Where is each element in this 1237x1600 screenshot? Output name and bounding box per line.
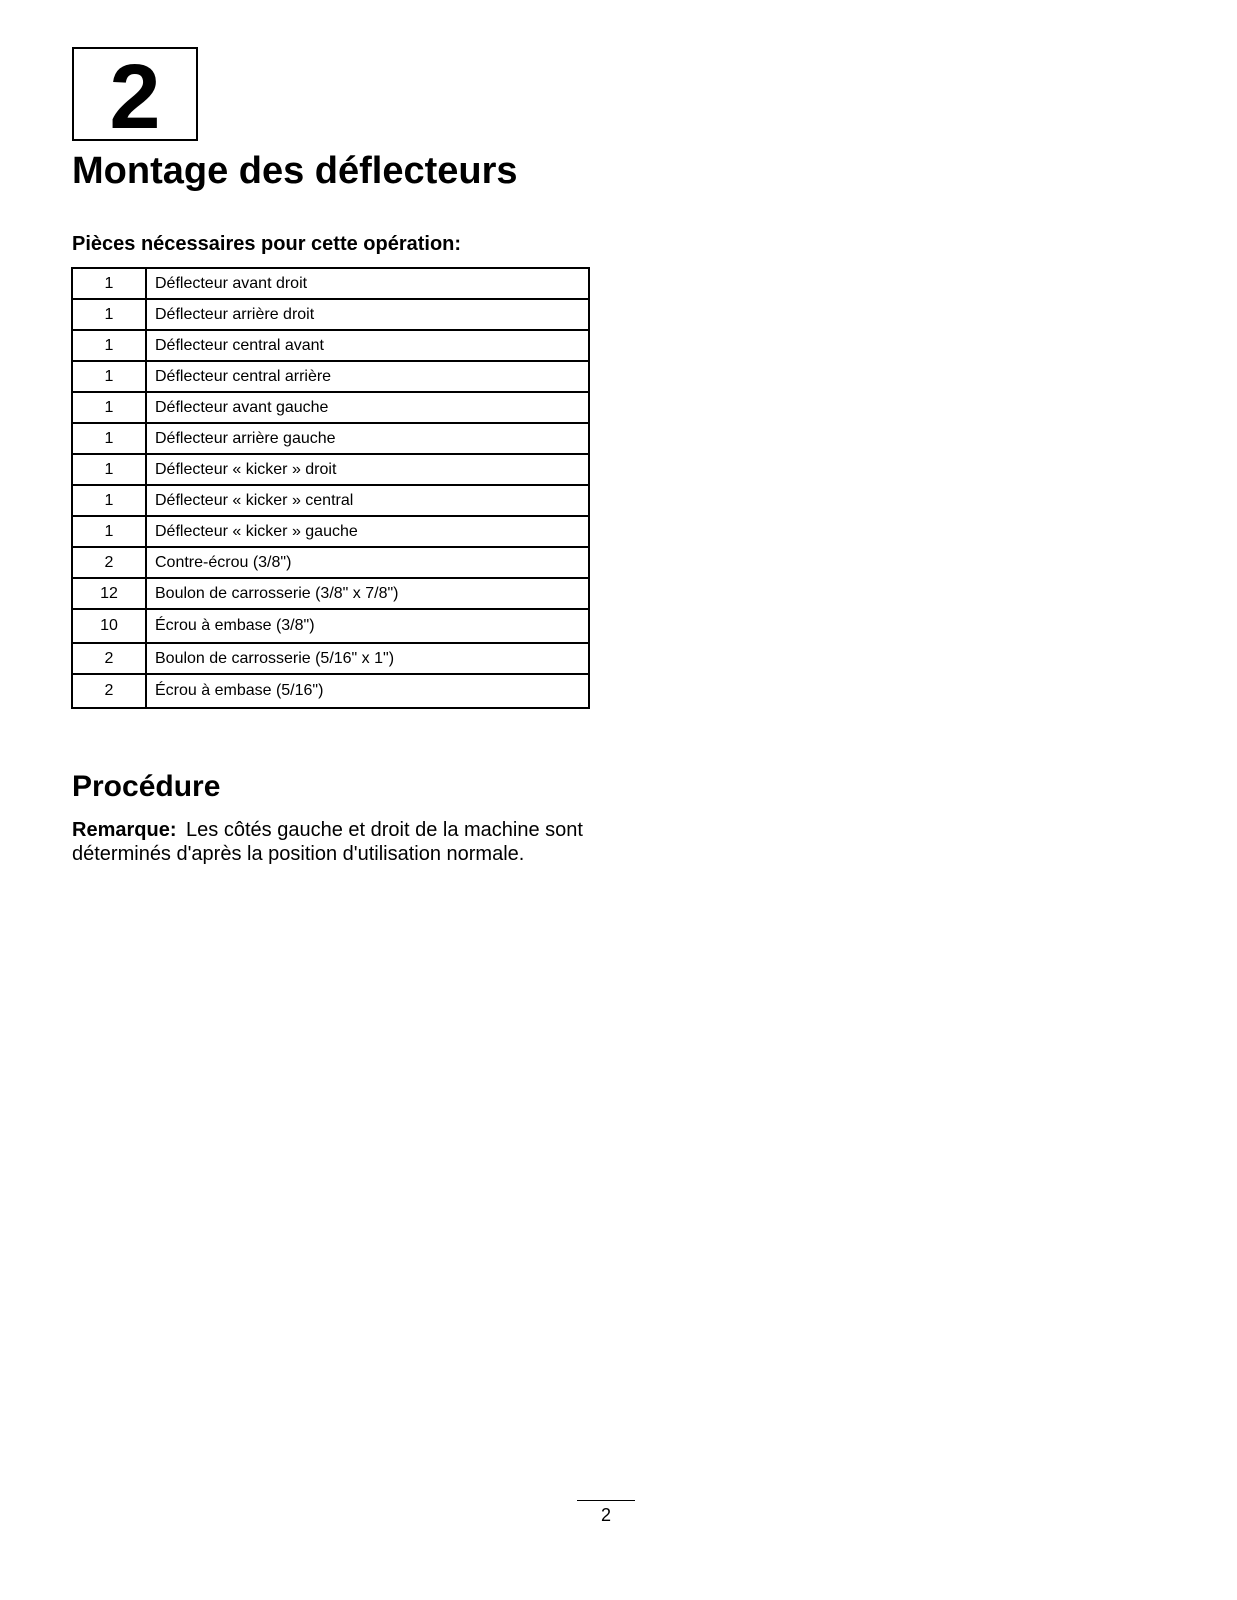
table-row [72, 674, 589, 708]
table-row [72, 454, 589, 485]
table-row [72, 609, 589, 643]
part-description: Écrou à embase (5/16") [146, 674, 589, 708]
part-description: Déflecteur central avant [146, 330, 589, 361]
part-description: Contre-écrou (3/8") [146, 547, 589, 578]
part-quantity: 12 [72, 578, 146, 609]
part-description: Déflecteur « kicker » gauche [146, 516, 589, 547]
table-row [72, 578, 589, 609]
procedure-heading: Procédure [72, 770, 221, 803]
part-quantity: 1 [72, 361, 146, 392]
part-quantity: 1 [72, 454, 146, 485]
table-row [72, 516, 589, 547]
table-row [72, 330, 589, 361]
part-description: Boulon de carrosserie (5/16" x 1") [146, 643, 589, 674]
table-row [72, 485, 589, 516]
part-description: Déflecteur avant gauche [146, 392, 589, 423]
parts-table [71, 267, 590, 709]
footer-divider [577, 1500, 635, 1501]
table-row [72, 643, 589, 674]
part-quantity: 2 [72, 674, 146, 708]
part-quantity: 1 [72, 516, 146, 547]
step-number-box [72, 46, 198, 148]
part-description: Déflecteur « kicker » central [146, 485, 589, 516]
part-quantity: 1 [72, 268, 146, 299]
table-row [72, 299, 589, 330]
procedure-note [72, 818, 602, 866]
table-row [72, 361, 589, 392]
part-description: Boulon de carrosserie (3/8" x 7/8") [146, 578, 589, 609]
part-description: Écrou à embase (3/8") [146, 609, 589, 643]
part-quantity: 1 [72, 392, 146, 423]
part-description: Déflecteur arrière gauche [146, 423, 589, 454]
table-row [72, 268, 589, 299]
part-quantity: 1 [72, 485, 146, 516]
part-description: Déflecteur central arrière [146, 361, 589, 392]
table-row [72, 392, 589, 423]
parts-heading: Pièces nécessaires pour cette opération: [72, 233, 462, 255]
note-text: Les côtés gauche et droit de la machine sont déterminés d'après la position d'utilisation normale. [72, 819, 583, 865]
part-quantity: 2 [72, 643, 146, 674]
part-quantity: 2 [72, 547, 146, 578]
part-quantity: 1 [72, 330, 146, 361]
part-quantity: 1 [72, 299, 146, 330]
step-number: 2 [109, 46, 161, 148]
page-number: 2 [600, 1505, 611, 1525]
page-title: Montage des déflecteurs [72, 150, 518, 192]
part-quantity: 10 [72, 609, 146, 643]
part-description: Déflecteur arrière droit [146, 299, 589, 330]
table-row [72, 547, 589, 578]
part-description: Déflecteur avant droit [146, 268, 589, 299]
part-description: Déflecteur « kicker » droit [146, 454, 589, 485]
table-row [72, 423, 589, 454]
note-label: Remarque: [72, 819, 177, 841]
part-quantity: 1 [72, 423, 146, 454]
